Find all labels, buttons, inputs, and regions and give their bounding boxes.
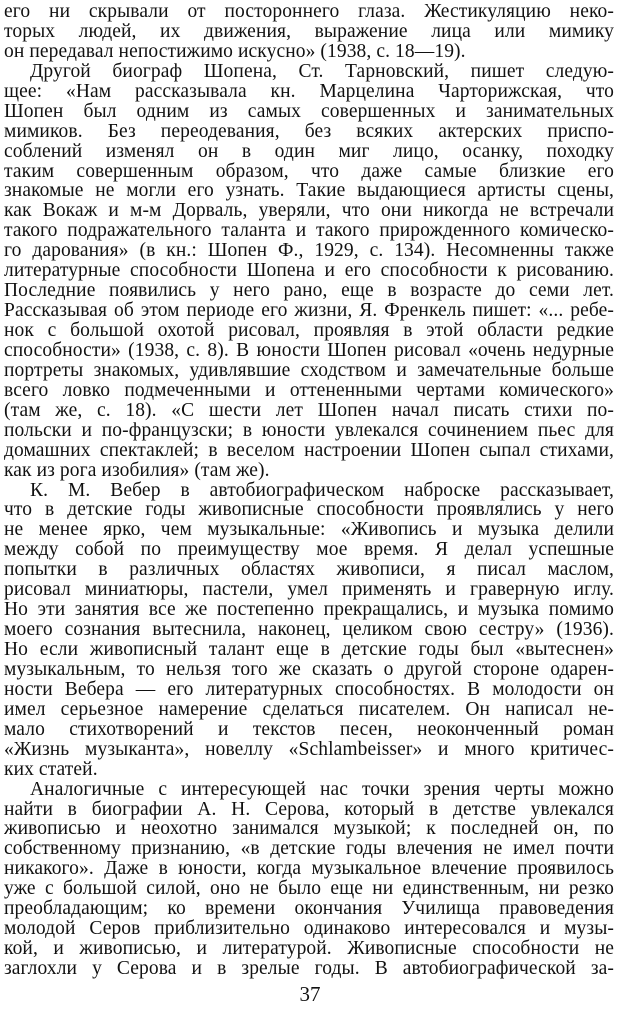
page-number: 37 bbox=[299, 982, 321, 1006]
text-line: го дарования» (в кн.: Шопен Ф., 1929, с. 134). Несомненны также bbox=[4, 240, 614, 261]
text-line: «Жизнь музыканта», новеллу «Schlambeisser» и много критичес- bbox=[4, 739, 614, 760]
text-line: мало стихотворений и текстов песен, неоконченный роман bbox=[4, 719, 614, 740]
text-line: Рассказывая об этом периоде его жизни, Я. Френкель пишет: «... ребе- bbox=[4, 300, 614, 321]
text-line: как из рога изобилия» (там же). bbox=[4, 460, 270, 481]
text-line: такого подражательного таланта и такого прирожденного комическо- bbox=[4, 220, 614, 241]
text-line: рисовал миниатюры, пастели, умел применять и граверную иглу. bbox=[4, 579, 614, 600]
text-line: соблений изменял он в один миг лицо, осанку, походку bbox=[4, 141, 614, 162]
text-line: собственному признанию, «в детские годы влечения не имел почти bbox=[4, 838, 614, 859]
text-line: Последние появились у него рано, еще в возрасте до семи лет. bbox=[4, 280, 614, 301]
text-line: всего ловко подмеченными и оттененными чертами комического» bbox=[4, 380, 614, 401]
text-line: литературные способности Шопена и его способности к рисованию. bbox=[4, 260, 614, 281]
text-line: знакомые не могли его узнать. Такие выдающиеся артисты сцены, bbox=[4, 180, 614, 201]
text-line: имел серьезное намерение сделаться писателем. Он написал не- bbox=[4, 699, 614, 720]
text-line: Аналогичные с интересующей нас точки зрения черты можно bbox=[30, 779, 614, 800]
text-line: попытки в различных областях живописи, я писал маслом, bbox=[4, 559, 614, 580]
text-line: К. М. Вебер в автобиографическом наброске рассказывает, bbox=[30, 480, 614, 501]
text-line: заглохли у Серова и в зрелые годы. В автобиографической за- bbox=[4, 958, 614, 979]
text-line: домашних спектаклей; в веселом настроении Шопен сыпал стихами, bbox=[4, 440, 614, 461]
text-line: нок с большой охотой рисовал, проявляя в этой области редкие bbox=[4, 320, 614, 341]
text-line: музыкальным, то нельзя того же сказать о другой стороне одарен- bbox=[4, 659, 614, 680]
text-line: его ни скрывали от постороннего глаза. Жестикуляцию неко- bbox=[4, 1, 614, 22]
text-line: польски и по-французски; в юности увлекался сочинением пьес для bbox=[4, 420, 614, 441]
text-line: он передавал непостижимо искусно» (1938, с. 18—19). bbox=[4, 41, 466, 62]
text-line: как Вокаж и м-м Дорваль, уверяли, что они никогда не встречали bbox=[4, 200, 614, 221]
text-line: никакого». Даже в юности, когда музыкальное влечение проявилось bbox=[4, 858, 614, 879]
text-line: кой, и живописью, и литературой. Живописные способности не bbox=[4, 938, 614, 959]
text-line: Другой биограф Шопена, Ст. Тарновский, пишет следую- bbox=[30, 61, 614, 82]
text-line: способности» (1938, с. 8). В юности Шопен рисовал «очень недурные bbox=[4, 340, 614, 361]
text-line: не менее ярко, чем музыкальные: «Живопись и музыка делили bbox=[4, 519, 614, 540]
text-line: найти в биографии А. Н. Серова, который в детстве увлекался bbox=[4, 799, 614, 820]
text-line: щее: «Нам рассказывала кн. Марцелина Чарторижская, что bbox=[4, 81, 614, 102]
text-line: мимиков. Без переодевания, без всяких актерских приспо- bbox=[4, 121, 614, 142]
text-line: таким совершенным образом, что даже самые близкие его bbox=[4, 161, 614, 182]
text-line: преобладающим; ко времени окончания Училища правоведения bbox=[4, 898, 614, 919]
text-line: ких статей. bbox=[4, 759, 98, 780]
text-line: ности Вебера — его литературных способностях. В молодости он bbox=[4, 679, 614, 700]
text-line: что в детские годы живописные способности проявлялись у него bbox=[4, 499, 614, 520]
text-line: между собой по преимуществу мое время. Я делал успешные bbox=[4, 539, 614, 560]
text-line: моего сознания вытеснила, наконец, целиком свою сестру» (1936). bbox=[4, 619, 614, 640]
text-line: торых людей, их движения, выражение лица или мимику bbox=[4, 21, 614, 42]
text-line: портреты знакомых, удивлявшие сходством и замечательные больше bbox=[4, 360, 614, 381]
text-line: Но если живописный талант еще в детские годы был «вытеснен» bbox=[4, 639, 614, 660]
text-line: уже с большой силой, оно не было еще ни единственным, ни резко bbox=[4, 878, 614, 899]
text-line: молодой Серов приблизительно одинаково интересовался и музы- bbox=[4, 918, 614, 939]
text-line: Шопен был одним из самых совершенных и занимательных bbox=[4, 101, 614, 122]
text-line: живописью и неохотно занимался музыкой; к последней он, по bbox=[4, 818, 614, 839]
text-line: (там же, с. 18). «С шести лет Шопен начал писать стихи по- bbox=[4, 400, 614, 421]
text-line: Но эти занятия все же постепенно прекращались, и музыка помимо bbox=[4, 599, 614, 620]
